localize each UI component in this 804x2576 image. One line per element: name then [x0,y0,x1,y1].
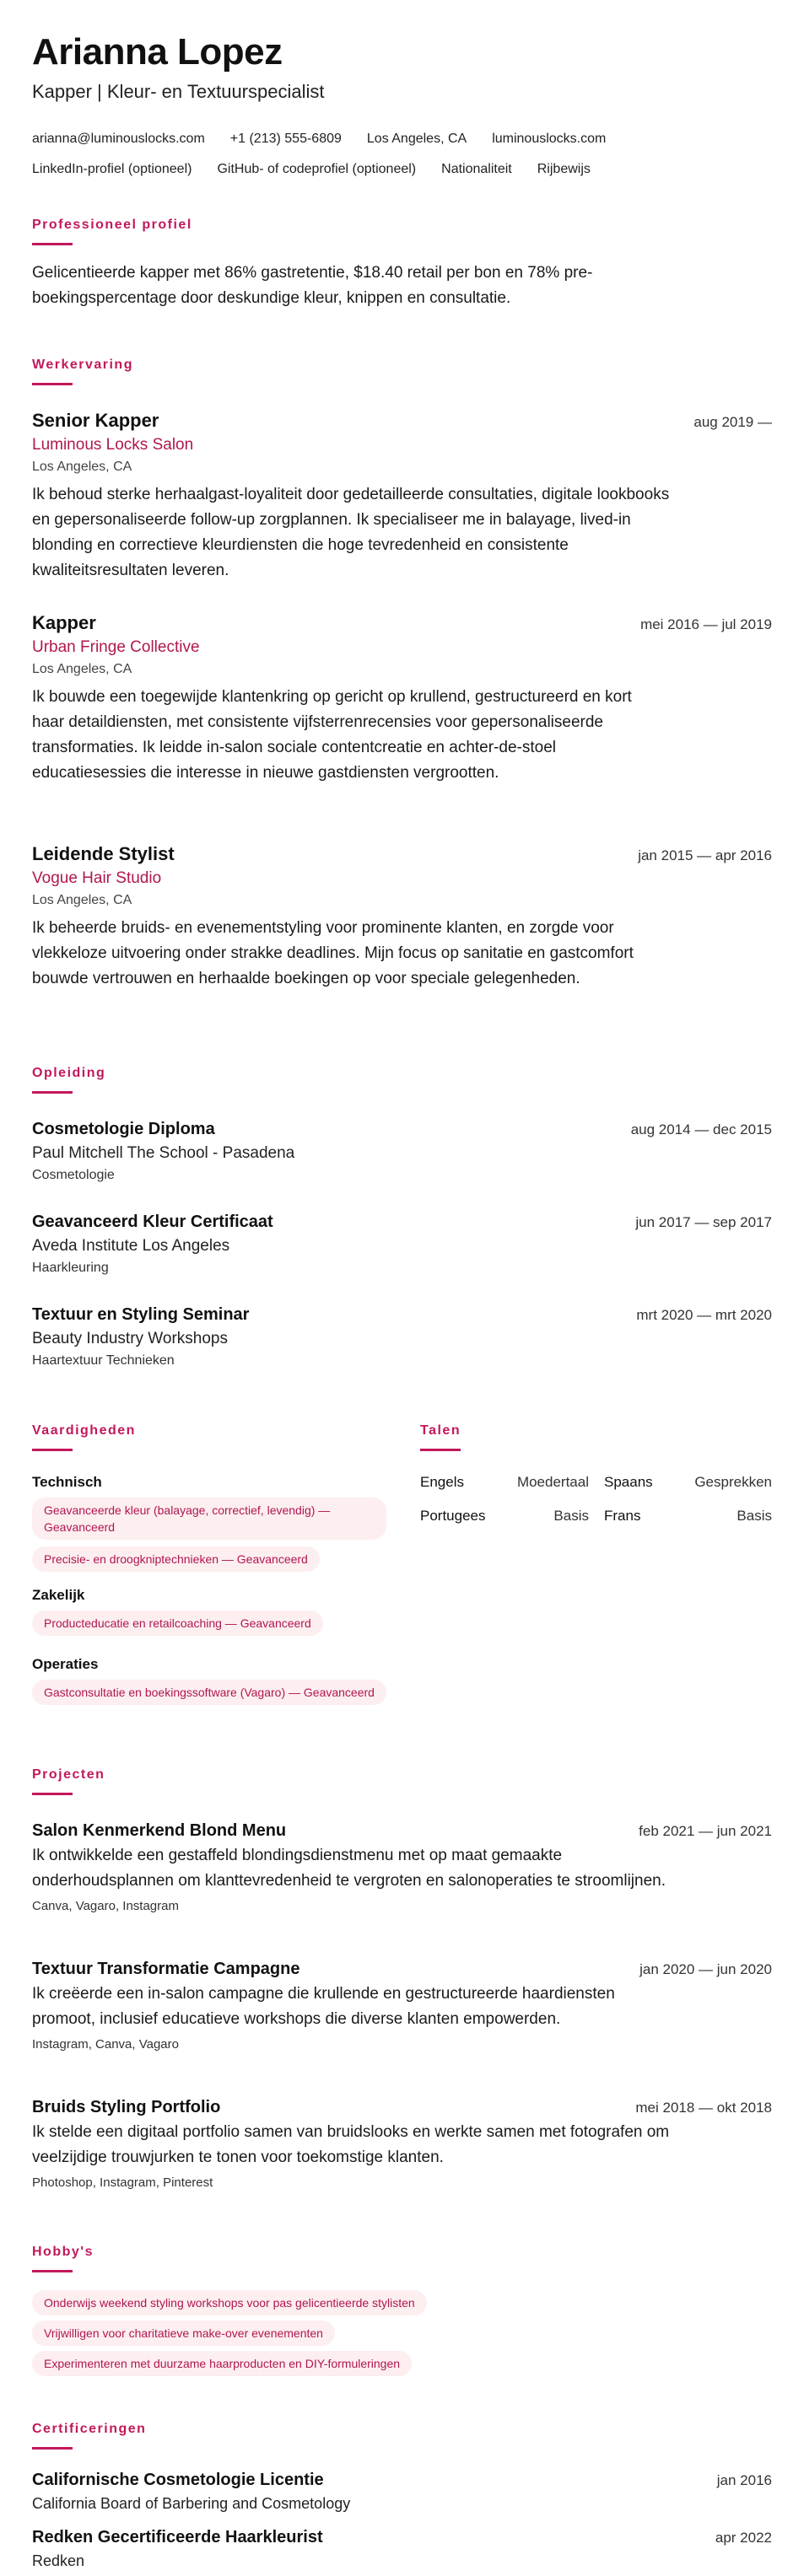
contact-website[interactable]: luminouslocks.com [492,132,607,146]
project-name: Salon Kenmerkend Blond Menu [32,1821,287,1840]
certification-name: Californische Cosmetologie Licentie [32,2471,324,2489]
linkedin-link[interactable]: LinkedIn-profiel (optioneel) [32,162,192,176]
languages-grid [420,1472,772,1540]
job-date: jan 2015 — apr 2016 [638,847,772,863]
language-item [604,1472,772,1492]
nationality-field: Nationaliteit [441,162,512,176]
section-title-projects: Projecten [32,1767,105,1782]
project-description: Ik ontwikkelde een gestaffeld blondingsdienstmenu met op maat gemaakte onderhoudsplannen om klanttevredenheid te vergroten en salonoperaties te stroomlijnen. [32,1847,666,1890]
school-name: Aveda Institute Los Angeles [32,1237,230,1255]
job-location: Los Angeles, CA [32,662,132,676]
study-field: Cosmetologie [32,1168,115,1182]
section-divider [32,243,73,245]
certification-date: jan 2016 [716,2472,772,2488]
links-row [32,159,772,180]
experience-item [32,842,772,992]
profile-text: Gelicentieerde kapper met 86% gastretentie, $18.40 retail per bon en 78% pre-boekingspercentage door deskundige kleur, knippen en consultatie. [32,264,593,307]
project-description: Ik creëerde een in-salon campagne die krullende en gestructureerde haardiensten promoot, inclusief educatieve workshops die diverse klanten empowerden. [32,1985,615,2028]
education-item [32,1302,772,1371]
hobby-chip: Vrijwilligen voor charitatieve make-over evenementen [32,2321,335,2346]
job-description: Ik beheerde bruids- en evenementstyling voor prominente klanten, en zorgde voor vlekkeloze uitvoering onder strakke deadlines. Mijn focus op sanitatie en gastcomfort bouwde vertrouwen en herhaalde boekingen op voor speciale gelegenheden. [32,919,634,987]
certification-issuer: California Board of Barbering and Cosmetology [32,2495,351,2512]
job-role: Leidende Stylist [32,843,175,864]
job-date: mei 2016 — jul 2019 [640,616,772,632]
contact-phone[interactable]: +1 (213) 555-6809 [229,132,342,146]
language-level: Basis [553,1508,589,1524]
job-company: Urban Fringe Collective [32,638,200,656]
education-section [32,1064,772,1401]
language-name: Frans [604,1508,641,1524]
certification-name: Redken Gecertificeerde Haarkleurist [32,2528,323,2546]
degree-name: Cosmetologie Diploma [32,1120,215,1138]
certification-item [32,2467,772,2514]
experience-item [32,610,772,786]
skill-chip: Precisie- en droogkniptechnieken — Geavanceerd [32,1546,320,1572]
degree-name: Textuur en Styling Seminar [32,1305,250,1324]
section-divider [32,2270,73,2272]
job-role: Kapper [32,612,96,633]
language-level: Moedertaal [516,1474,589,1490]
section-title-education: Opleiding [32,1066,106,1080]
skill-chip: Producteducatie en retailcoaching — Geavanceerd [32,1611,323,1636]
language-name: Engels [420,1474,464,1490]
skill-chip: Geavanceerde kleur (balayage, correctief, levendig) — Geavanceerd [32,1498,386,1540]
project-date: mei 2018 — okt 2018 [635,2100,772,2116]
github-link[interactable]: GitHub- of codeprofiel (optioneel) [217,162,417,176]
drivers-license-field: Rijbewijs [537,162,591,176]
skill-group-title: Operaties [32,1656,99,1672]
project-date: jan 2020 — jun 2020 [639,1961,772,1977]
section-divider [32,2447,73,2450]
section-divider [32,1449,73,1451]
language-item [420,1472,589,1492]
experience-item [32,408,772,583]
section-divider [32,383,73,385]
job-company: Vogue Hair Studio [32,869,162,887]
profile-section [32,216,772,325]
language-item [420,1506,589,1526]
contact-email[interactable]: arianna@luminouslocks.com [32,132,205,146]
section-title-profile: Professioneel profiel [32,218,192,232]
education-date: jun 2017 — sep 2017 [635,1214,772,1230]
job-role: Senior Kapper [32,410,159,431]
section-title-certifications: Certificeringen [32,2422,147,2436]
job-date: aug 2019 — [693,414,772,430]
certification-item [32,2525,772,2572]
project-date: feb 2021 — jun 2021 [639,1823,772,1839]
job-description: Ik bouwde een toegewijde klantenkring op gericht op krullend, gestructureerd en kort haar detaildiensten, met consistente vijfsterrenrecensies voor gepersonaliseerde transformaties. Ik leidde in-salon sociale contentcreatie en achter-de-stoel educatiesessies die interesse in nieuwe gastdiensten vergrootten. [32,688,632,782]
certifications-section [32,2420,772,2572]
section-title-skills: Vaardigheden [32,1423,136,1438]
degree-name: Geavanceerd Kleur Certificaat [32,1213,273,1231]
job-company: Luminous Locks Salon [32,436,194,454]
language-name: Portugees [420,1508,486,1524]
project-tools: Canva, Vagaro, Instagram [32,1899,179,1913]
job-description: Ik behoud sterke herhaalgast-loyaliteit door gedetailleerde consultaties, digitale lookbooks en gepersonaliseerde follow-up zorgplannen. Ik specialiseer me in balayage, lived-in blonding en correctieve kleurdiensten die hoge tevredenheid en consistente kwaliteitsresultaten leveren. [32,486,670,579]
project-name: Bruids Styling Portfolio [32,2098,221,2116]
projects-section [32,1766,772,2221]
skill-group-title: Zakelijk [32,1587,85,1603]
certification-issuer: Redken [32,2552,85,2569]
experience-section [32,356,772,1030]
contact-location: Los Angeles, CA [366,132,467,146]
education-item [32,1209,772,1278]
certification-date: apr 2022 [715,2530,772,2546]
skill-group-title: Technisch [32,1474,102,1490]
section-title-languages: Talen [420,1423,461,1438]
skills-column [32,1422,386,1742]
hobby-chip: Experimenteren met duurzame haarproducten en DIY-formuleringen [32,2351,412,2376]
education-item [32,1116,772,1186]
hobbies-section [32,2243,772,2412]
hobby-chip: Onderwijs weekend styling workshops voor pas gelicentieerde stylisten [32,2290,427,2315]
study-field: Haarkleuring [32,1261,109,1275]
section-title-hobbies: Hobby's [32,2245,94,2259]
section-title-experience: Werkervaring [32,358,133,372]
project-item [32,2095,772,2192]
school-name: Beauty Industry Workshops [32,1330,228,1347]
candidate-headline: Kapper | Kleur- en Textuurspecialist [32,81,325,102]
skills-languages-section [32,1422,772,1742]
language-level: Basis [737,1508,772,1524]
section-divider [32,1091,73,1094]
candidate-name: Arianna Lopez [32,31,283,73]
project-item [32,1818,772,1916]
job-location: Los Angeles, CA [32,460,132,474]
contact-row [32,128,772,150]
project-tools: Photoshop, Instagram, Pinterest [32,2175,213,2190]
school-name: Paul Mitchell The School - Pasadena [32,1144,295,1162]
education-date: mrt 2020 — mrt 2020 [636,1307,772,1323]
education-date: aug 2014 — dec 2015 [630,1121,772,1137]
languages-column [420,1422,772,1590]
section-divider [420,1449,461,1451]
project-description: Ik stelde een digitaal portfolio samen van bruidslooks en werkte samen met fotografen om veelzijdige trouwjurken te tonen voor toekomstige klanten. [32,2123,670,2166]
language-item [604,1506,772,1526]
section-divider [32,1793,73,1795]
study-field: Haartextuur Technieken [32,1353,175,1368]
project-tools: Instagram, Canva, Vagaro [32,2037,179,2052]
project-item [32,1956,772,2054]
skill-chip: Gastconsultatie en boekingssoftware (Vagaro) — Geavanceerd [32,1680,386,1705]
language-level: Gesprekken [694,1474,772,1490]
project-name: Textuur Transformatie Campagne [32,1960,300,1978]
job-location: Los Angeles, CA [32,893,132,907]
language-name: Spaans [604,1474,653,1490]
